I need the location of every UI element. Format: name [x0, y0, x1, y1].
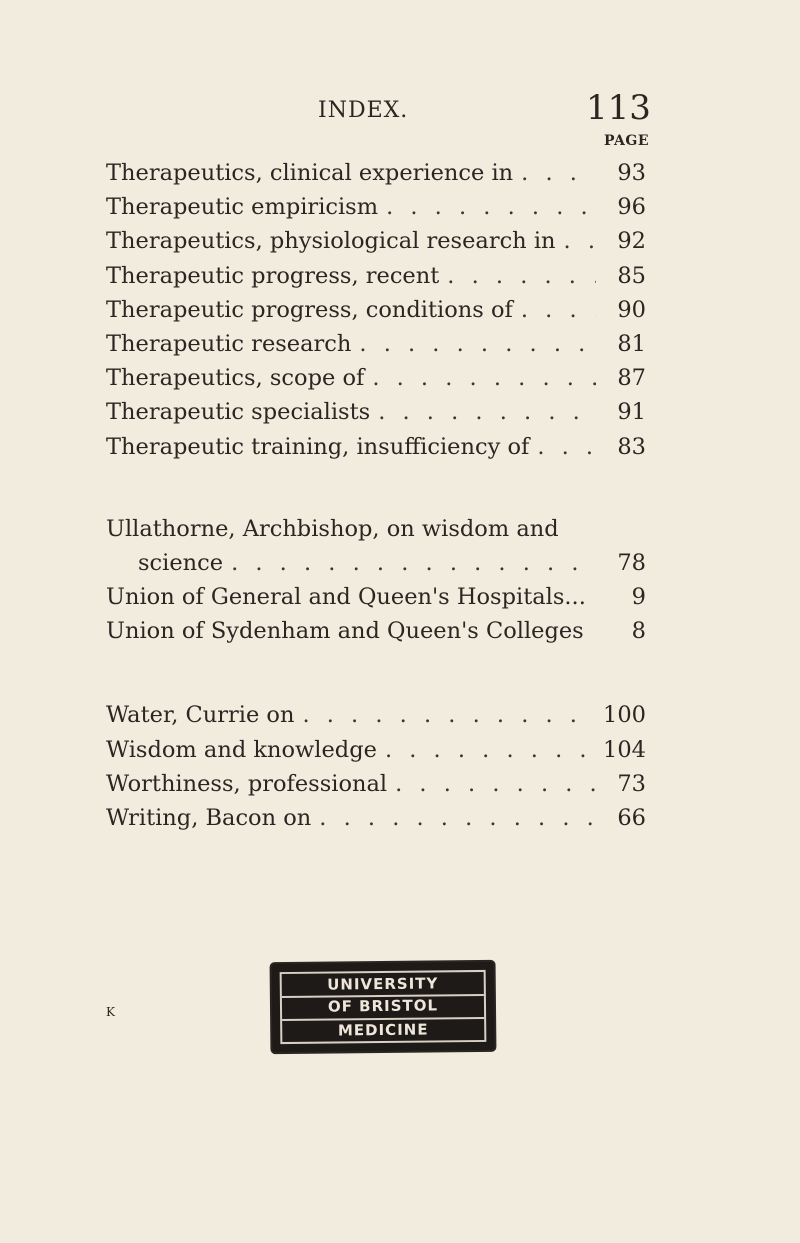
- entry-text: Therapeutic research: [106, 330, 352, 357]
- entry-text: Water, Currie on: [106, 702, 295, 729]
- dot-leader: [319, 805, 596, 831]
- page-column-label: PAGE: [604, 133, 649, 149]
- entry-text: Union of Sydenham and Queen's Colleges: [106, 618, 584, 645]
- entry-text: Therapeutics, scope of: [106, 365, 365, 392]
- entry-page: 85: [617, 262, 646, 289]
- index-entry: [106, 516, 646, 550]
- entry-page: 83: [617, 433, 646, 460]
- entry-text: Therapeutic training, insufficiency of: [106, 433, 530, 460]
- entry-page: 100: [603, 702, 646, 729]
- entry-page: 96: [617, 194, 646, 221]
- dot-leader: [537, 434, 596, 460]
- entry-page: 90: [617, 296, 646, 323]
- entry-page: 9: [631, 584, 646, 611]
- dot-leader: [385, 737, 595, 763]
- stamp-line-1: UNIVERSITY: [327, 974, 439, 994]
- entry-page: 66: [617, 805, 646, 831]
- entry-page: 93: [617, 160, 646, 186]
- dot-leader: [378, 399, 596, 425]
- index-entry: [106, 194, 646, 228]
- dot-leader: [564, 228, 596, 254]
- group-spacer: [106, 652, 646, 702]
- index-entry: [106, 263, 646, 297]
- index-entry: [106, 737, 646, 771]
- index-entries: [106, 160, 646, 839]
- index-group-therapeutics: [106, 160, 646, 468]
- entry-page: 73: [617, 770, 646, 797]
- index-group-w: [106, 702, 646, 839]
- index-entry: [106, 297, 646, 331]
- index-entry: [106, 771, 646, 805]
- index-entry: [106, 584, 646, 618]
- entry-page: 92: [617, 228, 646, 255]
- entry-text: Therapeutic progress, recent: [106, 262, 440, 289]
- entry-text: Therapeutics, physiological research in: [106, 228, 556, 255]
- stamp-frame: [280, 970, 487, 1044]
- dot-leader: [395, 771, 596, 797]
- index-entry: [106, 434, 646, 468]
- index-group-u: [106, 516, 646, 653]
- group-spacer: [106, 468, 646, 516]
- stamp-line-2: OF BRISTOL: [327, 996, 439, 1016]
- index-entry-continuation: [106, 550, 646, 584]
- stamp-line-3: MEDICINE: [337, 1020, 429, 1040]
- dot-leader: [521, 160, 596, 186]
- entry-text: Therapeutic specialists: [106, 399, 371, 426]
- dot-leader: [372, 365, 596, 391]
- signature-mark: K: [106, 1005, 115, 1019]
- entry-page: 87: [617, 365, 646, 392]
- index-entry: [106, 228, 646, 262]
- entry-text: Ullathorne, Archbishop, on wisdom and: [106, 515, 559, 542]
- library-stamp: [272, 962, 495, 1052]
- index-entry: [106, 805, 646, 839]
- dot-leader: [447, 263, 596, 289]
- entry-page: 78: [617, 549, 646, 576]
- dot-leader: [302, 702, 595, 728]
- page-title: INDEX.: [318, 98, 409, 123]
- entry-text: Therapeutic empiricism: [106, 194, 379, 221]
- index-entry: [106, 399, 646, 433]
- entry-page: 91: [617, 399, 646, 426]
- entry-text: Worthiness, professional: [106, 770, 388, 797]
- entry-text: Writing, Bacon on: [106, 805, 312, 831]
- dot-leader: [521, 297, 596, 323]
- index-entry: [106, 160, 646, 194]
- index-entry: [106, 331, 646, 365]
- index-entry: [106, 618, 646, 652]
- page-number: 113: [586, 88, 651, 128]
- entry-text: Wisdom and knowledge: [106, 736, 377, 763]
- entry-page: 104: [603, 736, 646, 763]
- dot-leader: [231, 550, 596, 576]
- dot-leader: [386, 194, 596, 220]
- index-entry: [106, 702, 646, 736]
- entry-text: Therapeutics, clinical experience in: [106, 160, 514, 186]
- entry-text: Union of General and Queen's Hospitals...: [106, 584, 586, 611]
- running-head: [0, 88, 800, 128]
- entry-page: 8: [631, 618, 646, 645]
- entry-text: science: [138, 549, 224, 576]
- entry-page: 81: [617, 330, 646, 357]
- index-entry: [106, 365, 646, 399]
- dot-leader: [359, 331, 596, 357]
- entry-text: Therapeutic progress, conditions of: [106, 296, 513, 323]
